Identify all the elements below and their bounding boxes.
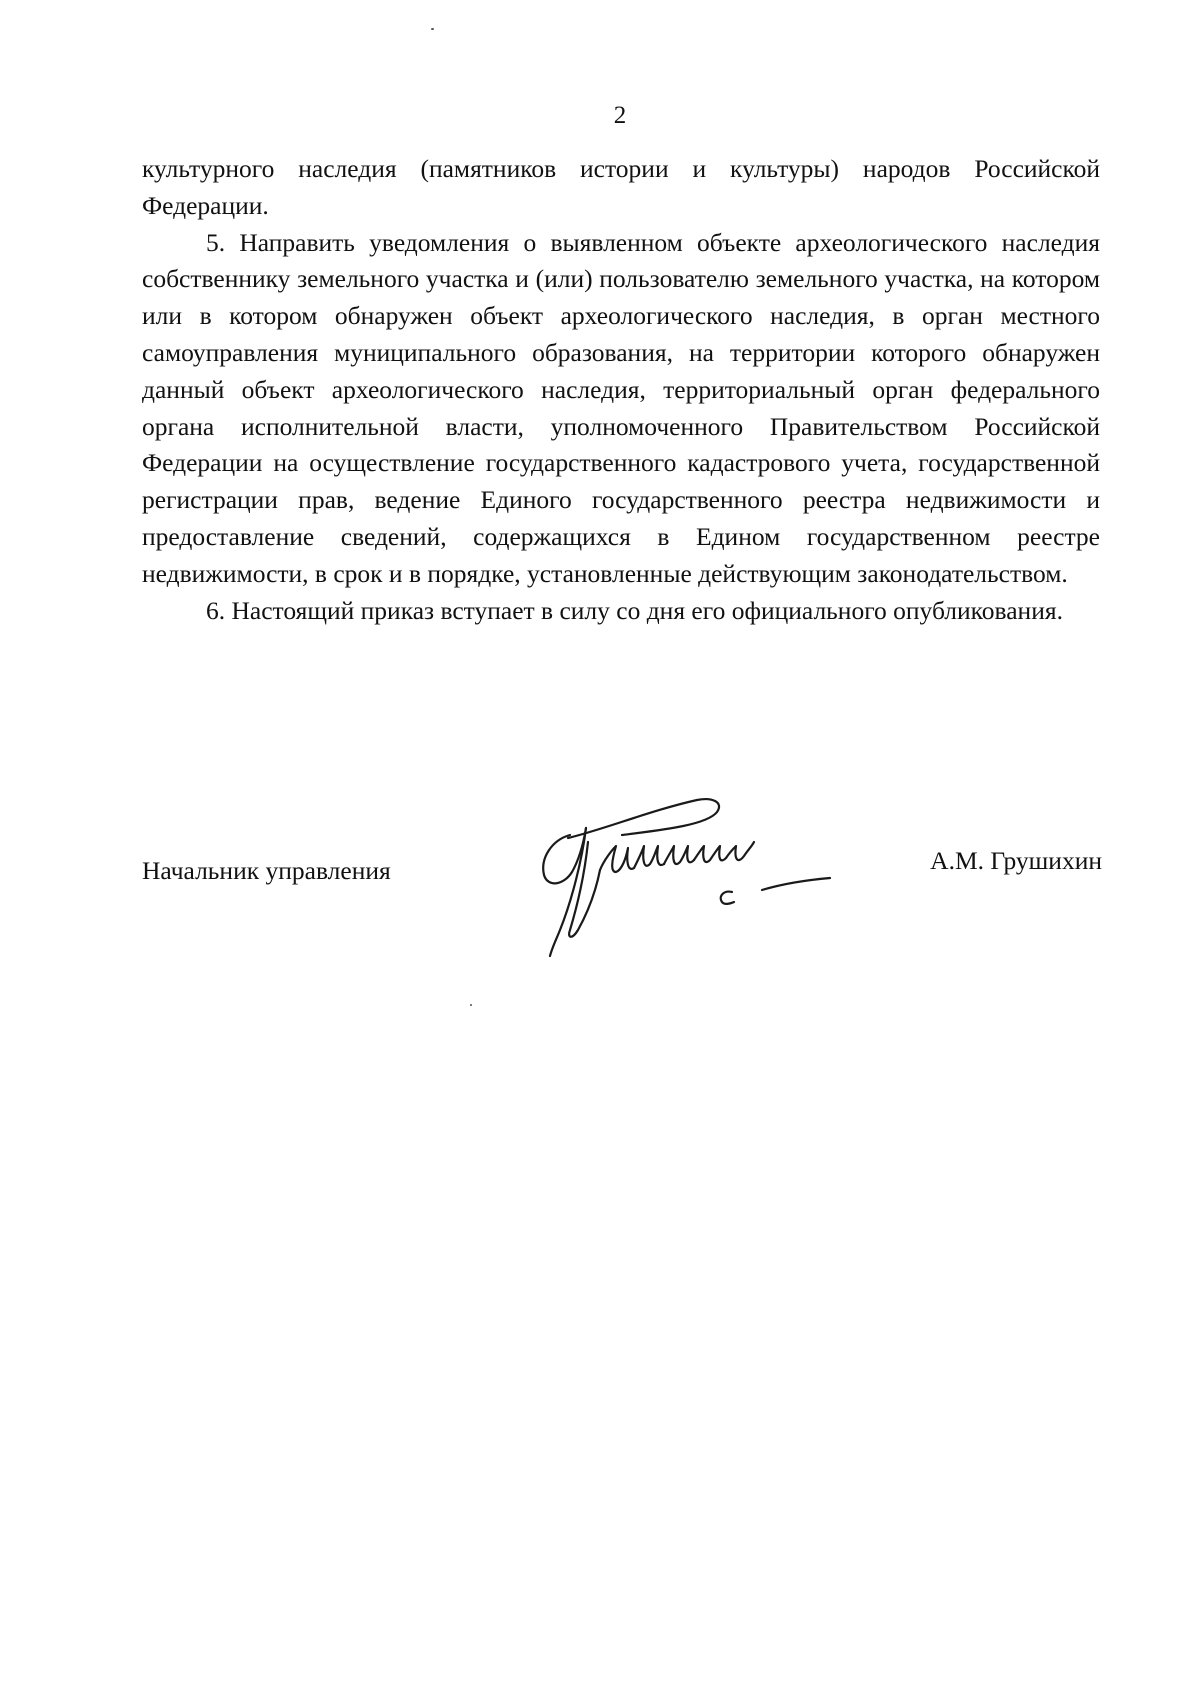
signatory-position: Начальник управления — [142, 856, 391, 885]
page-number: 2 — [613, 102, 627, 129]
handwritten-signature — [512, 780, 832, 960]
paragraph-item-6: 6. Настоящий приказ вступает в силу со дня его официального опубликования. — [206, 595, 1063, 625]
paragraph-continuation: культурного наследия (памятников истории и культуры) народов Российской Федерации. — [142, 154, 1100, 220]
scan-speck — [470, 1004, 472, 1006]
scan-speck — [431, 28, 434, 30]
paragraph-item-5: 5. Направить уведомления о выявленном объекте археологического наследия собственнику земельного участка и (или) пользователю земельного участка, на котором или в котором обнаружен объект археологического наследия, в орган местного самоуправления муниципального образования, на территории которого обнаружен данный объект археологического наследия, территориальный орган федерального органа исполнительной власти, уполномоченного Правительством Российской Федерации на осуществление государственного кадастрового учета, государственной регистрации прав, ведение Единого государственного реестра недвижимости и предоставление сведений, содержащихся в Едином государственном реестре недвижимости, в срок и в порядке, установленные действующим законодательством. — [142, 227, 1100, 588]
signature-block — [142, 780, 1102, 960]
document-body — [142, 151, 1100, 629]
signatory-name: А.М. Грушихин — [930, 846, 1102, 875]
